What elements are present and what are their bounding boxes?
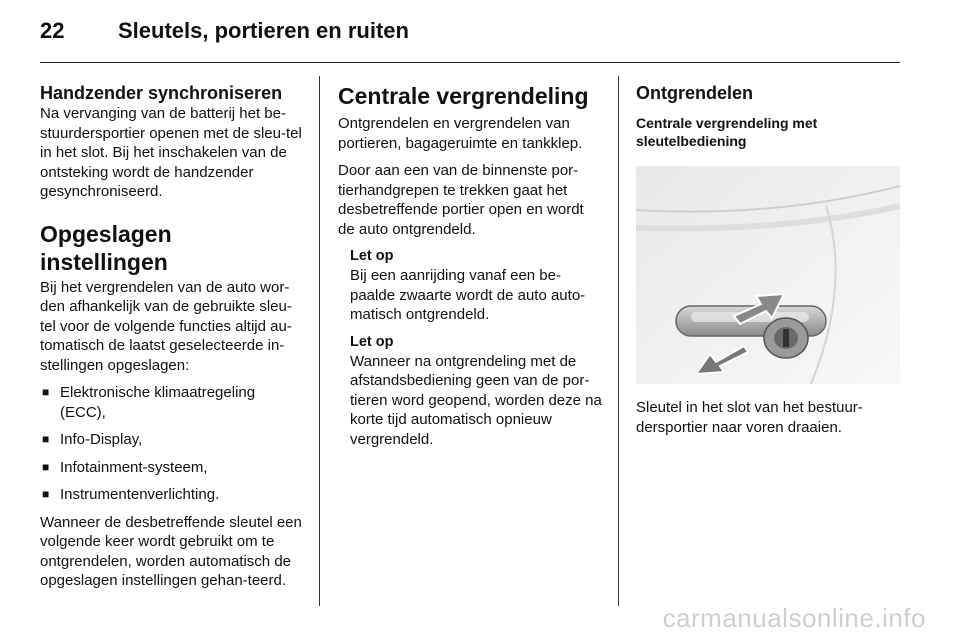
door-lock-key-icon <box>636 166 900 384</box>
saved-settings-intro: Bij het vergrendelen van de auto wor-den afhankelijk van de gebruikte sleu-tel voor de volgende functies altijd au-tomatisch de laatst geselecteerde in-stellingen opgeslagen: <box>40 278 292 374</box>
unlock-heading: Ontgrendelen <box>636 83 754 103</box>
note-2-text: Wanneer na ontgrendeling met de afstandsbediening geen van de por-tieren word geopend, worden deze na korte tijd automatisch opnieuw vergrendeld. <box>350 352 602 448</box>
bullet-icon: ■ <box>42 459 50 474</box>
column-divider-1 <box>319 76 320 606</box>
column-1 <box>40 82 302 599</box>
list-item: ■ Infotainment-systeem, <box>42 458 208 476</box>
note-2 <box>350 333 604 450</box>
page-number: 22 <box>40 18 65 43</box>
list-item: ■ Elektronische klimaatregeling (ECC), <box>42 384 256 421</box>
column-2 <box>338 82 604 457</box>
list-item: ■ Info-Display, <box>42 431 143 448</box>
column-3 <box>636 82 900 445</box>
note-1 <box>350 247 604 325</box>
watermark: carmanualsonline.info <box>662 603 926 633</box>
central-locking-heading: Centrale vergrendeling <box>338 83 589 109</box>
central-locking-p1: Ontgrendelen en vergrendelen van portieren, bagageruimte en tankklep. <box>338 115 583 152</box>
saved-settings-outro: Wanneer de desbetreffende sleutel een volgende keer wordt gebruikt om te ontgrendelen, worden automatisch de opgeslagen instellingen gehan-teerd. <box>40 513 302 589</box>
sync-text: Na vervanging van de batterij het be-stuurdersportier openen met de sleu-tel in het slot. Bij het inschakelen van de ontsteking wordt de handzender gesynchroniseerd. <box>40 105 302 200</box>
saved-settings-heading: Opgeslagen instellingen <box>40 220 172 275</box>
settings-list <box>40 383 302 505</box>
bullet-icon: ■ <box>42 487 50 501</box>
unlock-subheading: Centrale vergrendeling met sleutelbediening <box>636 115 818 149</box>
illustration-caption: Sleutel in het slot van het bestuur-dersportier naar voren draaien. <box>636 399 863 436</box>
column-divider-2 <box>618 76 619 606</box>
central-locking-p2: Door aan een van de binnenste por-tierhandgrepen te trekken gaat het desbetreffende portier open en wordt de auto ontgrendeld. <box>338 162 584 238</box>
sync-heading: Handzender synchroniseren <box>40 83 283 103</box>
header-divider <box>40 62 900 63</box>
bullet-icon: ■ <box>42 385 50 399</box>
door-handle-illustration <box>636 166 900 384</box>
note-2-heading: Let op <box>350 333 394 350</box>
note-1-heading: Let op <box>350 248 394 264</box>
list-item: ■ Instrumentenverlichting. <box>42 486 220 503</box>
bullet-icon: ■ <box>42 432 50 446</box>
page-title: Sleutels, portieren en ruiten <box>118 18 409 43</box>
note-1-text: Bij een aanrijding vanaf een be-paalde zwaarte wordt de auto auto-matisch ontgrendeld. <box>350 267 586 323</box>
